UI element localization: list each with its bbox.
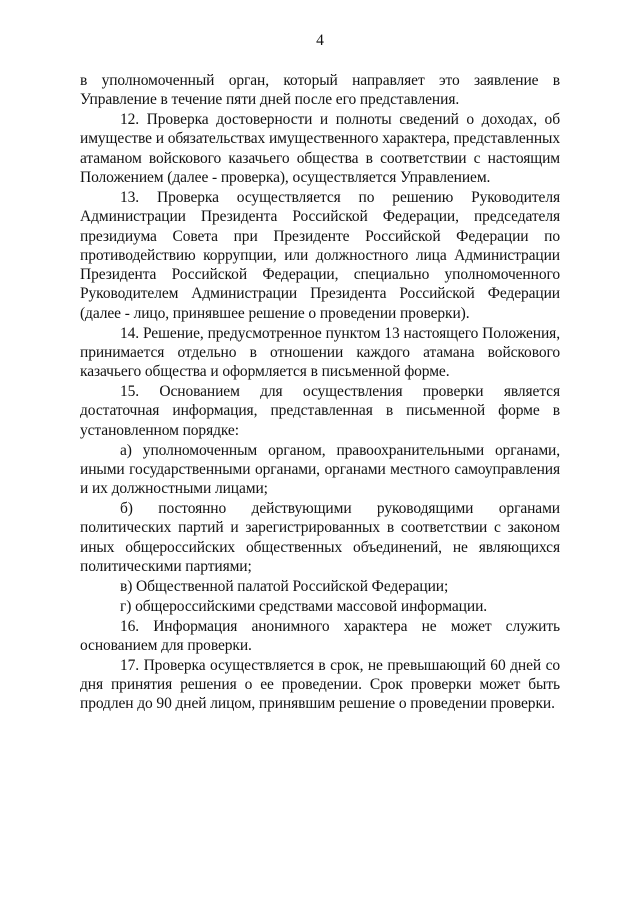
document-body	[80, 71, 560, 714]
paragraph-16: 16. Информация анонимного характера не может служить основанием для проверки.	[80, 617, 560, 654]
paragraph-15g: г) общероссийскими средствами массовой информации.	[120, 597, 488, 615]
paragraph-continuation: в уполномоченный орган, который направляет это заявление в Управление в течение пяти дней после его представления.	[80, 72, 560, 109]
paragraph-15a: а) уполномоченным органом, правоохранительными органами, иными государственными органами, органами местного самоуправления и их должностными лицами;	[80, 441, 560, 498]
paragraph-17: 17. Проверка осуществляется в срок, не превышающий 60 дней со дня принятия решения о ее проведении. Срок проверки может быть продлен до 90 дней лицом, принявшим решение о проведении проверки.	[80, 656, 560, 713]
paragraph-13: 13. Проверка осуществляется по решению Руководителя Администрации Президента Российской Федерации, председателя президиума Совета при Президенте Российской Федерации по противодействию коррупции, или должностного лица Администрации Президента Российской Федерации, специально уполномоченного Руководителем Администрации Президента Российской Федерации (далее - лицо, принявшее решение о проведении проверки).	[80, 188, 560, 322]
page-number: 4	[316, 32, 324, 49]
paragraph-15: 15. Основанием для осуществления проверки является достаточная информация, представленная в письменной форме в установленном порядке:	[80, 383, 560, 439]
paragraph-15v: в) Общественной палатой Российской Федерации;	[120, 577, 449, 595]
paragraph-15b: б) постоянно действующими руководящими органами политических партий и зарегистрированных в соответствии с законом иных общероссийских общественных объединений, не являющихся политическими партиями;	[80, 500, 560, 575]
paragraph-14: 14. Решение, предусмотренное пунктом 13 настоящего Положения, принимается отдельно в отношении каждого атамана войскового казачьего общества и оформляется в письменной форме.	[80, 324, 560, 381]
paragraph-12: 12. Проверка достоверности и полноты сведений о доходах, об имуществе и обязательствах имущественного характера, представленных атаманом войскового казачьего общества в соответствии с настоящим Положением (далее - проверка), осуществляется Управлением.	[80, 111, 560, 187]
